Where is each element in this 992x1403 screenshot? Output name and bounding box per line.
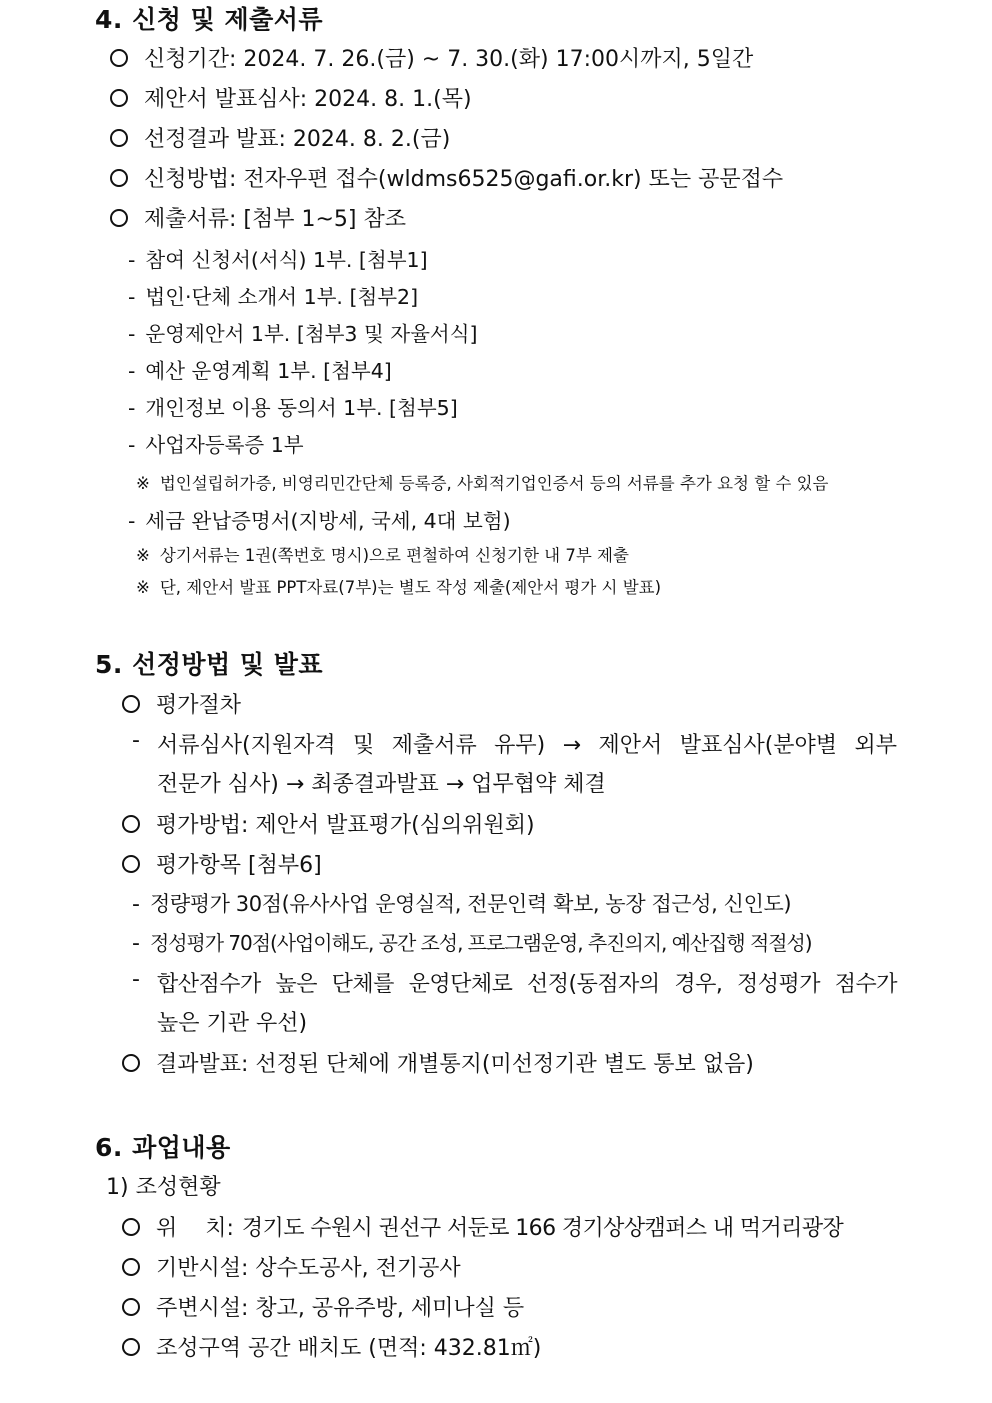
eval-procedure-line2: 전문가 심사) → 최종결과발표 → 업무협약 체결	[157, 772, 606, 797]
result-notice-item: 결과발표: 선정된 단체에 개별통지(미선정기관 별도 통보 없음)	[122, 1047, 754, 1078]
circle-bullet-icon	[122, 1338, 140, 1356]
circle-bullet-icon	[122, 1258, 140, 1276]
doc-item: - 법인·단체 소개서 1부. [첨부2]	[128, 285, 419, 309]
doc-item-tax: - 세금 완납증명서(지방세, 국세, 4대 보험)	[128, 509, 511, 533]
section-6-title: 6. 과업내용	[95, 1133, 231, 1162]
circle-bullet-icon	[122, 1218, 140, 1236]
note-binding: ※ 상기서류는 1권(쪽번호 명시)으로 편철하여 신청기한 내 7부 제출	[136, 546, 629, 565]
doc-item: - 개인정보 이용 동의서 1부. [첨부5]	[128, 396, 458, 420]
presentation-review-item: 제안서 발표심사: 2024. 8. 1.(목)	[110, 82, 472, 113]
circle-bullet-icon	[122, 815, 140, 833]
eval-procedure-dash: -	[132, 728, 140, 753]
eval-sum-line1: 합산점수가 높은 단체를 운영단체로 선정(동점자의 경우, 정성평가 점수가	[157, 972, 897, 997]
circle-bullet-icon	[122, 695, 140, 713]
result-announcement-item: 선정결과 발표: 2024. 8. 2.(금)	[110, 122, 450, 153]
circle-bullet-icon	[110, 49, 128, 67]
subsection-status: 1) 조성현황	[106, 1175, 221, 1200]
eval-procedure-line1: 서류심사(지원자격 및 제출서류 유무) → 제안서 발표심사(분야별 외부	[157, 733, 897, 758]
infrastructure-item: 기반시설: 상수도공사, 전기공사	[122, 1251, 461, 1282]
eval-sum-line2: 높은 기관 우선)	[157, 1011, 308, 1036]
eval-items-item: 평가항목 [첨부6]	[122, 848, 322, 879]
circle-bullet-icon	[110, 169, 128, 187]
note-additional-docs: ※ 법인설립허가증, 비영리민간단체 등록증, 사회적기업인증서 등의 서류를 추가 요청 할 수 있음	[136, 474, 829, 493]
eval-quantitative: - 정량평가 30점(유사사업 운영실적, 전문인력 확보, 농장 접근성, 신인도)	[132, 892, 792, 917]
note-ppt: ※ 단, 제안서 발표 PPT자료(7부)는 별도 작성 제출(제안서 평가 시 발표)	[136, 578, 662, 597]
doc-item: - 사업자등록증 1부	[128, 433, 304, 457]
circle-bullet-icon	[122, 1298, 140, 1316]
doc-item: - 참여 신청서(서식) 1부. [첨부1]	[128, 248, 428, 272]
doc-item: - 예산 운영계획 1부. [첨부4]	[128, 359, 392, 383]
eval-qualitative: - 정성평가 70점(사업이해도, 공간 조성, 프로그램운영, 추진의지, 예산집행 적절성)	[132, 931, 812, 956]
circle-bullet-icon	[110, 209, 128, 227]
eval-method-item: 평가방법: 제안서 발표평가(심의위원회)	[122, 808, 535, 839]
apply-period-item: 신청기간: 2024. 7. 26.(금) ~ 7. 30.(화) 17:00시까지, 5일간	[110, 42, 753, 73]
nearby-facilities-item: 주변시설: 창고, 공유주방, 세미나실 등	[122, 1291, 524, 1322]
section-4-title: 4. 신청 및 제출서류	[95, 5, 324, 34]
submission-docs-item: 제출서류: [첨부 1~5] 참조	[110, 202, 406, 233]
layout-plan-item: 조성구역 공간 배치도 (면적: 432.81㎡)	[122, 1331, 541, 1362]
eval-procedure-item: 평가절차	[122, 688, 241, 719]
circle-bullet-icon	[122, 855, 140, 873]
doc-item: - 운영제안서 1부. [첨부3 및 자율서식]	[128, 322, 478, 346]
eval-sum-dash: -	[132, 967, 140, 992]
location-item: 위 치: 경기도 수원시 권선구 서둔로 166 경기상상캠퍼스 내 먹거리광장	[122, 1211, 843, 1242]
apply-method-item: 신청방법: 전자우편 접수(wldms6525@gafi.or.kr) 또는 공문접수	[110, 162, 783, 193]
circle-bullet-icon	[110, 89, 128, 107]
circle-bullet-icon	[122, 1054, 140, 1072]
circle-bullet-icon	[110, 129, 128, 147]
section-5-title: 5. 선정방법 및 발표	[95, 650, 324, 679]
